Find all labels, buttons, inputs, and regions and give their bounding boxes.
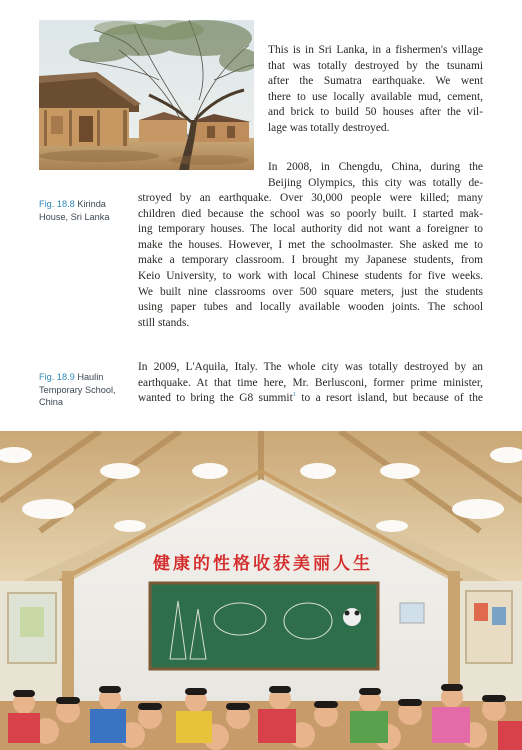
- figure-caption-text: House, Sri Lanka: [39, 211, 110, 222]
- text-line: In 2009, L'Aquila, Italy. The whole city was totally destroyed by an: [138, 361, 483, 373]
- paragraph-laquila: [138, 360, 483, 407]
- figure-number: Fig. 18.9: [39, 372, 75, 382]
- text-line: that was totally destroyed by the tsunami: [268, 59, 483, 72]
- haulin-school-photo: [0, 431, 522, 750]
- text-line: Beijing Olympics, this city was totally de-: [268, 176, 483, 189]
- text-line: and brick to build 50 houses after the vil-: [268, 106, 483, 119]
- text-line: make a temporary classroom. I brought my Japanese students, from: [138, 254, 483, 267]
- text-line: [138, 391, 483, 407]
- text-line: still stands.: [138, 316, 190, 329]
- text-line: there to use locally available mud, cement,: [268, 90, 483, 103]
- text-segment: to a resort island, but because of the: [301, 392, 483, 405]
- text-line: ing temporary houses. The local authority did not want a foreigner to: [138, 223, 483, 236]
- text-line: children died because the school was so poorly built. I started mak-: [138, 207, 483, 220]
- text-line: make the houses. However, I met the schoolmaster. She asked me to: [138, 238, 483, 251]
- text-line: In 2008, in Chengdu, China, during the: [268, 161, 483, 173]
- text-line: earthquake. At that time here, Mr. Berlusconi, former prime minister,: [138, 376, 483, 389]
- kirinda-house-photo: [39, 20, 254, 170]
- paragraph-chengdu-start: [268, 160, 483, 191]
- figure-caption-text: Haulin: [77, 372, 104, 382]
- text-line: stroyed by an earthquake. Over 30,000 people were killed; many: [138, 192, 483, 204]
- figure-caption-18-9: [39, 371, 131, 409]
- paragraph-sri-lanka: [268, 43, 483, 137]
- figure-caption-text: Kirinda: [77, 199, 106, 209]
- text-line: This is in Sri Lanka, in a fishermen's village: [268, 44, 483, 56]
- footnote-marker[interactable]: 1: [292, 391, 296, 399]
- text-segment: wanted to bring the G8 summit: [138, 392, 293, 405]
- figure-caption-text: China: [39, 397, 64, 407]
- text-line: after the Sumatra earthquake. We went: [268, 75, 483, 88]
- classroom-banner: 健康的性格收获美丽人生: [153, 554, 373, 574]
- text-line: Keio University, to work with local Chinese students for five weeks.: [138, 269, 483, 282]
- figure-number: Fig. 18.8: [39, 199, 75, 209]
- figure-caption-text: Temporary School,: [39, 384, 116, 395]
- text-line: using paper tubes and locally available wooden joints. The school: [138, 301, 483, 314]
- figure-caption-18-8: [39, 198, 131, 223]
- text-line: lage was totally destroyed.: [268, 121, 390, 134]
- paragraph-chengdu: [138, 191, 483, 331]
- text-line: We built nine classrooms over 500 square meters, just the students: [138, 285, 483, 298]
